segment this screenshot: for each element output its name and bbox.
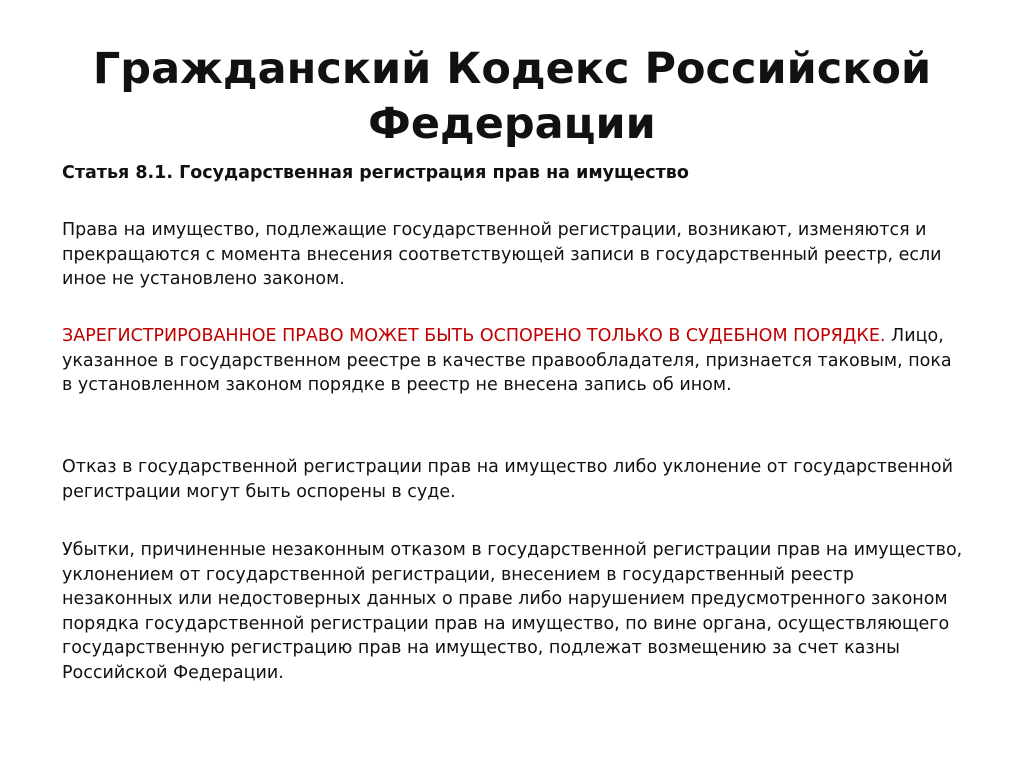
paragraph-text: Убытки, причиненные незаконным отказом в государственной регистрации прав на имущество, уклонением от государственной регистрации, внесением в государственный реестр незаконных или недостоверных данных о праве либо нарушением предусмотренного законом порядка государственной регистрации прав на имущество, по вине органа, осуществляющего государственную регистрацию прав на имущество, подлежат возмещению за счет казны Российской Федерации. [62,540,963,683]
paragraph-refusal-appeal [62,455,967,504]
paragraph-text: Права на имущество, подлежащие государственной регистрации, возникают, изменяются и прекращаются с момента внесения соответствующей записи в государственный реестр, если иное не установлено законом. [62,220,942,289]
page-title: Гражданский Кодекс Российской Федерации [92,44,932,149]
article-heading: Статья 8.1. Государственная регистрация прав на имущество [62,163,689,183]
paragraph-text: Лицо, указанное в государственном реестре в качестве правообладателя, признается таковым, пока в установленном законом порядке в реестр не внесена запись об ином. [62,326,952,395]
paragraph-text: Отказ в государственной регистрации прав на имущество либо уклонение от государственной регистрации могут быть оспорены в суде. [62,457,953,502]
paragraph-damages-compensation [62,538,967,685]
paragraph-contested-right [62,324,967,398]
paragraph-rights-registration [62,218,967,292]
highlighted-statement: ЗАРЕГИСТРИРОВАННОЕ ПРАВО МОЖЕТ БЫТЬ ОСПОРЕНО ТОЛЬКО В СУДЕБНОМ ПОРЯДКЕ. [62,326,886,346]
